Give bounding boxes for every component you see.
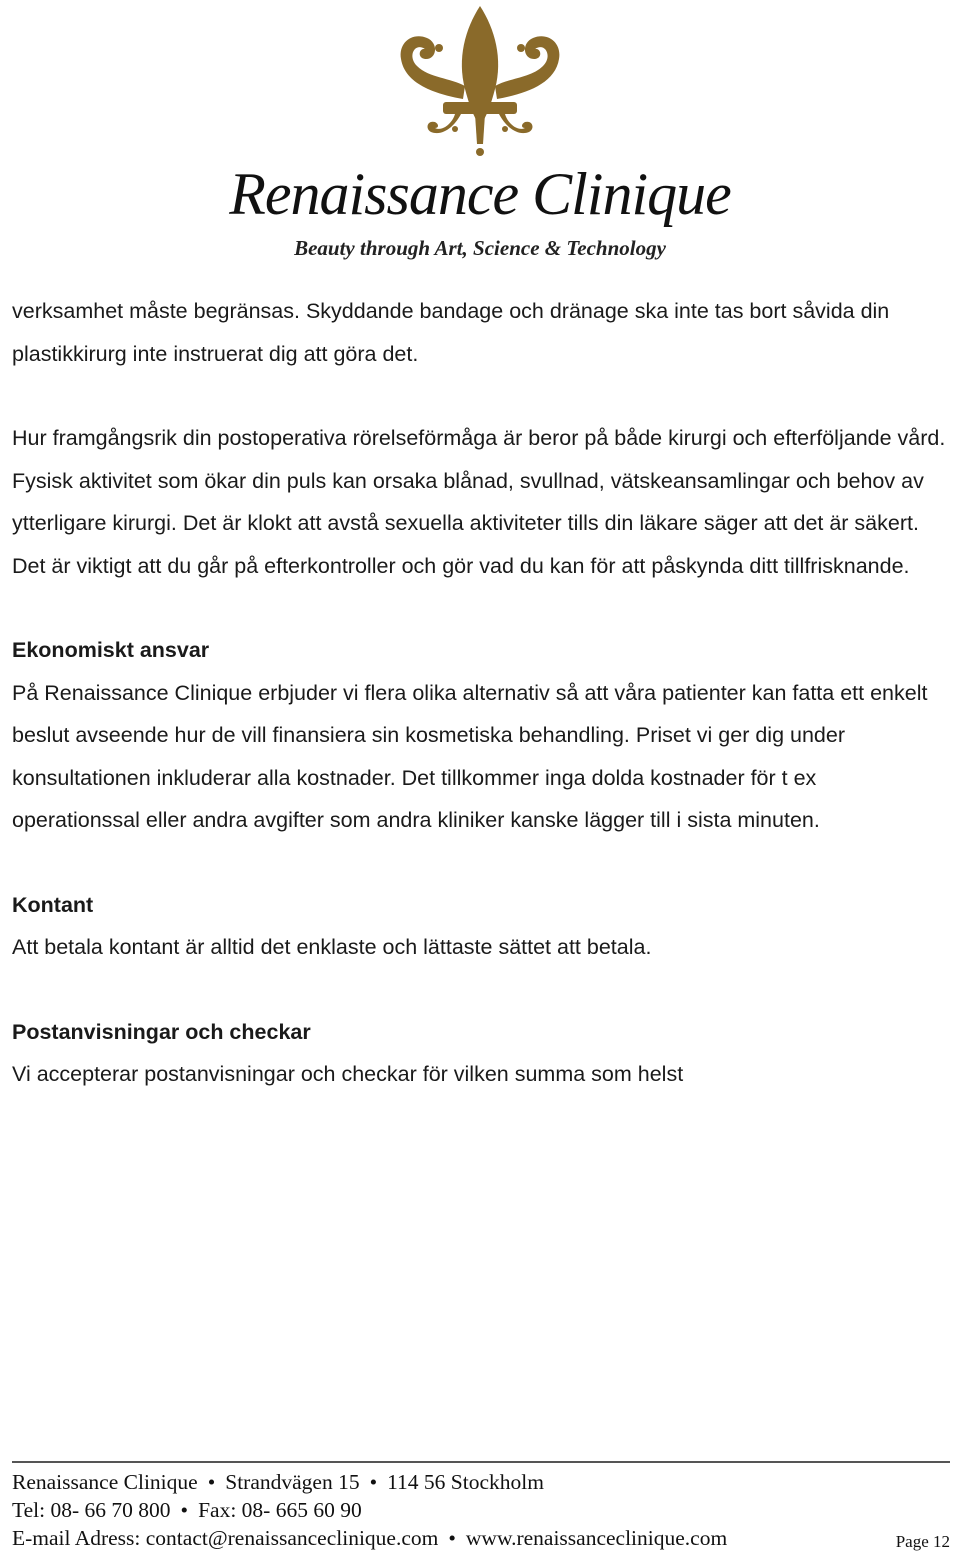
paragraph-activity-limits: verksamhet måste begränsas. Skyddande bandage och dränage ska inte tas bort såvida din plastikkirurg inte instruerat dig att göra det. [12, 299, 890, 366]
heading-money-orders-checks: Postanvisningar och checkar [12, 1019, 311, 1044]
bullet-separator: • [207, 1470, 216, 1494]
footer-street: Strandvägen 15 [225, 1470, 360, 1494]
paragraph-financial-responsibility: På Renaissance Clinique erbjuder vi flera olika alternativ så att våra patienter kan fatta ett enkelt beslut avseende hur de vill finansiera sin kosmetiska behandling. Priset vi ger dig under konsultationen inkluderar alla kostnader. Det tillkommer inga dolda kostnader för t ex operationssal eller andra avgifter som andra kliniker kanske lägger till i sista minuten. [12, 680, 928, 832]
header-logo [0, 0, 960, 280]
heading-cash: Kontant [12, 892, 94, 917]
bullet-separator: • [369, 1470, 378, 1494]
footer-address-line [12, 1468, 950, 1496]
brand-title: Renaissance Clinique [229, 161, 731, 227]
fleur-de-lis-icon [395, 4, 565, 164]
footer-fax: Fax: 08- 665 60 90 [198, 1498, 362, 1522]
document-body [12, 290, 947, 1096]
footer-email-link[interactable]: E-mail Adress: contact@renaissanceclinique.com [12, 1526, 439, 1550]
footer-website-link[interactable]: www.renaissanceclinique.com [465, 1526, 728, 1550]
footer-phone-line [12, 1496, 950, 1524]
footer-contact-line [12, 1524, 950, 1552]
footer-clinic-name: Renaissance Clinique [12, 1470, 198, 1494]
paragraph-postoperative-care: Hur framgångsrik din postoperativa rörelseförmåga är beror på både kirurgi och efterföljande vård. Fysisk aktivitet som ökar din puls kan orsaka blånad, svullnad, vätskeansamlingar och behov av ytterligare kirurgi. Det är klokt att avstå sexuella aktiviteter tills din läkare säger att det är säkert. Det är viktigt att du går på efterkontroller och gör vad du kan för att påskynda ditt tillfrisknande. [12, 426, 946, 578]
paragraph-cash: Att betala kontant är alltid det enklaste och lättaste sättet att betala. [12, 935, 652, 959]
footer-phone: Tel: 08- 66 70 800 [12, 1498, 171, 1522]
page-footer [12, 1468, 950, 1552]
heading-financial-responsibility: Ekonomiskt ansvar [12, 638, 210, 662]
brand-tagline: Beauty through Art, Science & Technology [294, 236, 666, 260]
bullet-separator: • [180, 1498, 189, 1522]
paragraph-money-orders-checks: Vi accepterar postanvisningar och checkar för vilken summa som helst [12, 1062, 684, 1086]
bullet-separator: • [448, 1526, 456, 1550]
page-number: Page 12 [895, 1532, 950, 1551]
footer-divider [12, 1461, 950, 1463]
footer-city: 114 56 Stockholm [387, 1470, 544, 1494]
